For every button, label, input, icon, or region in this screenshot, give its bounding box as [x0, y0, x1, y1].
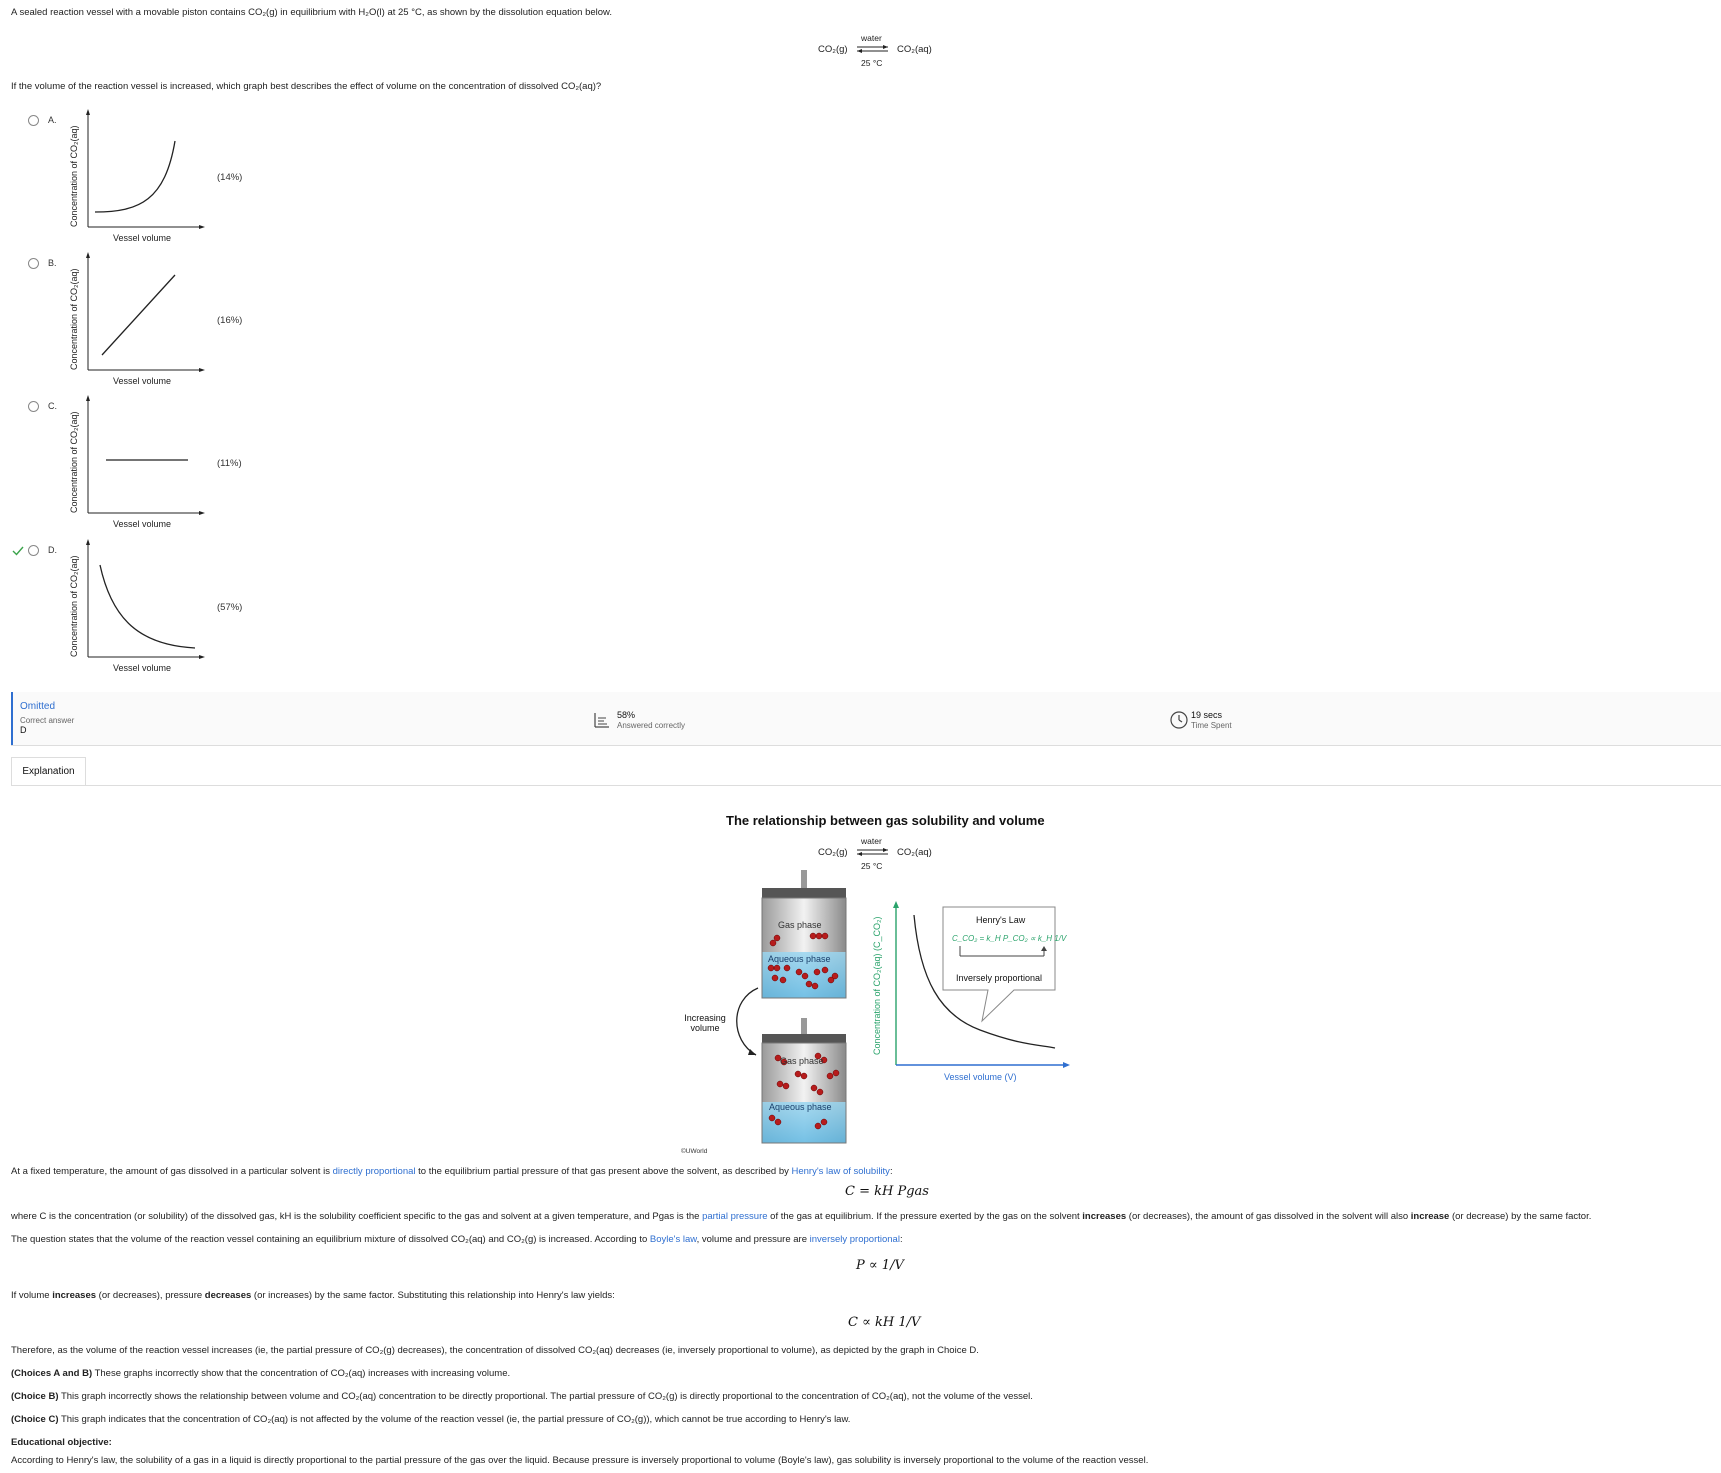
vessel2-aqueous-label: Aqueous phase: [769, 1102, 832, 1112]
explanation-p5: Therefore, as the volume of the reaction vessel increases (ie, the partial pressure of CO₂(g) decreases), the concentration of dissolved CO₂(aq) decreases (ie, inversely proportional to volume), as depicted by the graph in Choice D.: [11, 1345, 979, 1356]
choice-ylabel: Concentration of CO₂(aq): [69, 555, 79, 657]
objective-label: Educational objective:: [11, 1437, 112, 1448]
choice-ylabel: Concentration of CO₂(aq): [69, 125, 79, 227]
explanation-p1: At a fixed temperature, the amount of gas dissolved in a particular solvent is directly proportional to the equilibrium partial pressure of that gas present above the solvent, as described by Henry's law of solubility:: [11, 1166, 893, 1177]
choice-ylabel: Concentration of CO₂(aq): [69, 268, 79, 370]
radio-button[interactable]: [28, 258, 39, 269]
choice-xlabel: Vessel volume: [113, 519, 172, 529]
correct-check-icon: [12, 546, 24, 556]
choice-xlabel: Vessel volume: [113, 663, 172, 673]
formula-boyle: P ∝ 1/V: [856, 1258, 904, 1273]
tab-divider: [11, 785, 1721, 786]
formula-henry: C = kH Pgas: [845, 1184, 929, 1199]
explanation-p4: If volume increases (or decreases), pressure decreases (or increases) by the same factor. Substituting this relationship into Henry's law yields:: [11, 1290, 615, 1301]
figure-equilibrium-arrows-icon: [856, 847, 890, 857]
figure-equation: [818, 836, 938, 871]
henry-note: Inversely proportional: [956, 973, 1043, 983]
figure-title: The relationship between gas solubility and volume: [726, 813, 1045, 828]
explanation-p7: (Choice B) This graph incorrectly shows the relationship between volume and CO₂(aq) concentration to be directly proportional. The partial pressure of CO₂(g) is directly proportional to the concentration of CO₂(aq), not the volume of the vessel.: [11, 1391, 1033, 1402]
choice-percent: (14%): [217, 172, 243, 183]
radio-button[interactable]: [28, 545, 39, 556]
choice-graph: [0, 0, 220, 700]
equation-above: water: [861, 33, 882, 43]
radio-button[interactable]: [28, 115, 39, 126]
equation-below: 25 °C: [861, 58, 883, 68]
figure-ylabel: Concentration of CO₂(aq) (C_CO₂): [872, 916, 882, 1055]
increasing-volume-label: Increasing volume: [684, 1013, 726, 1033]
explanation-p8: (Choice C) This graph indicates that the concentration of CO₂(aq) is not affected by the volume of the reaction vessel (ie, the partial pressure of CO₂(g)), which cannot be true according to Henry's law.: [11, 1414, 851, 1425]
figure-xlabel: Vessel volume (V): [944, 1072, 1017, 1082]
choice-ylabel: Concentration of CO₂(aq): [69, 411, 79, 513]
choice-graph: [0, 0, 220, 700]
choice-xlabel: Vessel volume: [113, 233, 172, 243]
choice-letter: A.: [48, 115, 57, 125]
choice-xlabel: Vessel volume: [113, 376, 172, 386]
explanation-p3: The question states that the volume of the reaction vessel containing an equilibrium mixture of dissolved CO₂(aq) and CO₂(g) is increased. According to Boyle's law, volume and pressure are inversely proportional:: [11, 1234, 903, 1245]
choice-graph: [0, 0, 220, 700]
link-henrys-law[interactable]: Henry's law of solubility: [791, 1166, 890, 1177]
tab-explanation[interactable]: Explanation: [11, 757, 86, 785]
choice-curve: [100, 565, 195, 648]
time-spent-value: 19 secs: [1191, 710, 1223, 720]
result-accent: [11, 692, 13, 745]
choice-percent: (11%): [217, 458, 242, 469]
henry-formula: C_CO₂ = k_H P_CO₂ ∝ k_H 1/V: [952, 934, 1067, 943]
choice-letter: C.: [48, 401, 57, 411]
percent-correct-value: 58%: [617, 710, 636, 720]
question-intro: A sealed reaction vessel with a movable piston contains CO₂(g) in equilibrium with H₂O(l) at 25 °C, as shown by the dissolution equation below.: [11, 7, 613, 18]
choice-percent: (16%): [217, 315, 243, 326]
link-partial-pressure[interactable]: partial pressure: [702, 1211, 768, 1222]
equilibrium-arrows-icon: [856, 44, 890, 54]
link-boyles-law[interactable]: Boyle's law: [649, 1234, 697, 1245]
figure-equation-right: CO₂(aq): [897, 847, 932, 858]
explanation-p6: (Choices A and B) These graphs incorrectly show that the concentration of CO₂(aq) increases with increasing volume.: [11, 1368, 511, 1379]
co2-molecules-icon: [765, 932, 845, 992]
vessel-large-volume: [758, 1018, 850, 1146]
formula-combined: C ∝ kH 1/V: [848, 1315, 921, 1330]
percent-correct-label: Answered correctly: [617, 721, 686, 730]
question-prompt: If the volume of the reaction vessel is increased, which graph best describes the effect of volume on the concentration of dissolved CO₂(aq)?: [11, 81, 602, 92]
vessel2-gas-label: Gas phase: [780, 1056, 824, 1066]
figure-equation-left: CO₂(g): [818, 847, 848, 858]
choice-curve: [95, 141, 175, 212]
henry-title: Henry's Law: [976, 915, 1026, 925]
link-directly-proportional[interactable]: directly proportional: [332, 1166, 416, 1177]
explanation-p2: where C is the concentration (or solubility) of the dissolved gas, kH is the solubility coefficient specific to the gas and solvent at a given temperature, and Pgas is the partial pressure of the gas at equilibrium. If the pressure exerted by the gas on the solvent increases (or decreases), the amount of gas dissolved in the solvent will also increase (or decrease) by the same factor.: [11, 1211, 1592, 1222]
choice-letter: D.: [48, 545, 57, 555]
choice-percent: (57%): [217, 602, 243, 613]
correct-answer-value: D: [20, 725, 27, 735]
figure-credit: ©UWorld: [681, 1148, 708, 1155]
objective-text: According to Henry's law, the solubility of a gas in a liquid is directly proportional to the partial pressure of the gas over the liquid. Because pressure is inversely proportional to volume (Boyle's law), gas solubility is inversely proportional to the volume of the reaction vessel.: [11, 1455, 1149, 1466]
time-spent-label: Time Spent: [1191, 721, 1232, 730]
vessel1-aqueous-label: Aqueous phase: [768, 954, 831, 964]
equation-left: CO₂(g): [818, 44, 848, 55]
result-status: Omitted: [20, 701, 56, 712]
stats-chart-icon: [594, 712, 610, 728]
choice-graph: [0, 0, 220, 700]
figure-equation-below: 25 °C: [861, 861, 883, 871]
choice-curve: [102, 275, 175, 355]
correct-answer-label: Correct answer: [20, 716, 75, 725]
equation-right: CO₂(aq): [897, 44, 932, 55]
link-inversely-proportional[interactable]: inversely proportional: [809, 1234, 900, 1245]
choice-letter: B.: [48, 258, 57, 268]
radio-button[interactable]: [28, 401, 39, 412]
vessel1-gas-label: Gas phase: [778, 920, 822, 930]
figure-equation-above: water: [861, 836, 882, 846]
result-bar: [11, 692, 1721, 746]
dissolution-equation: [818, 33, 938, 68]
clock-icon: [1170, 711, 1188, 729]
